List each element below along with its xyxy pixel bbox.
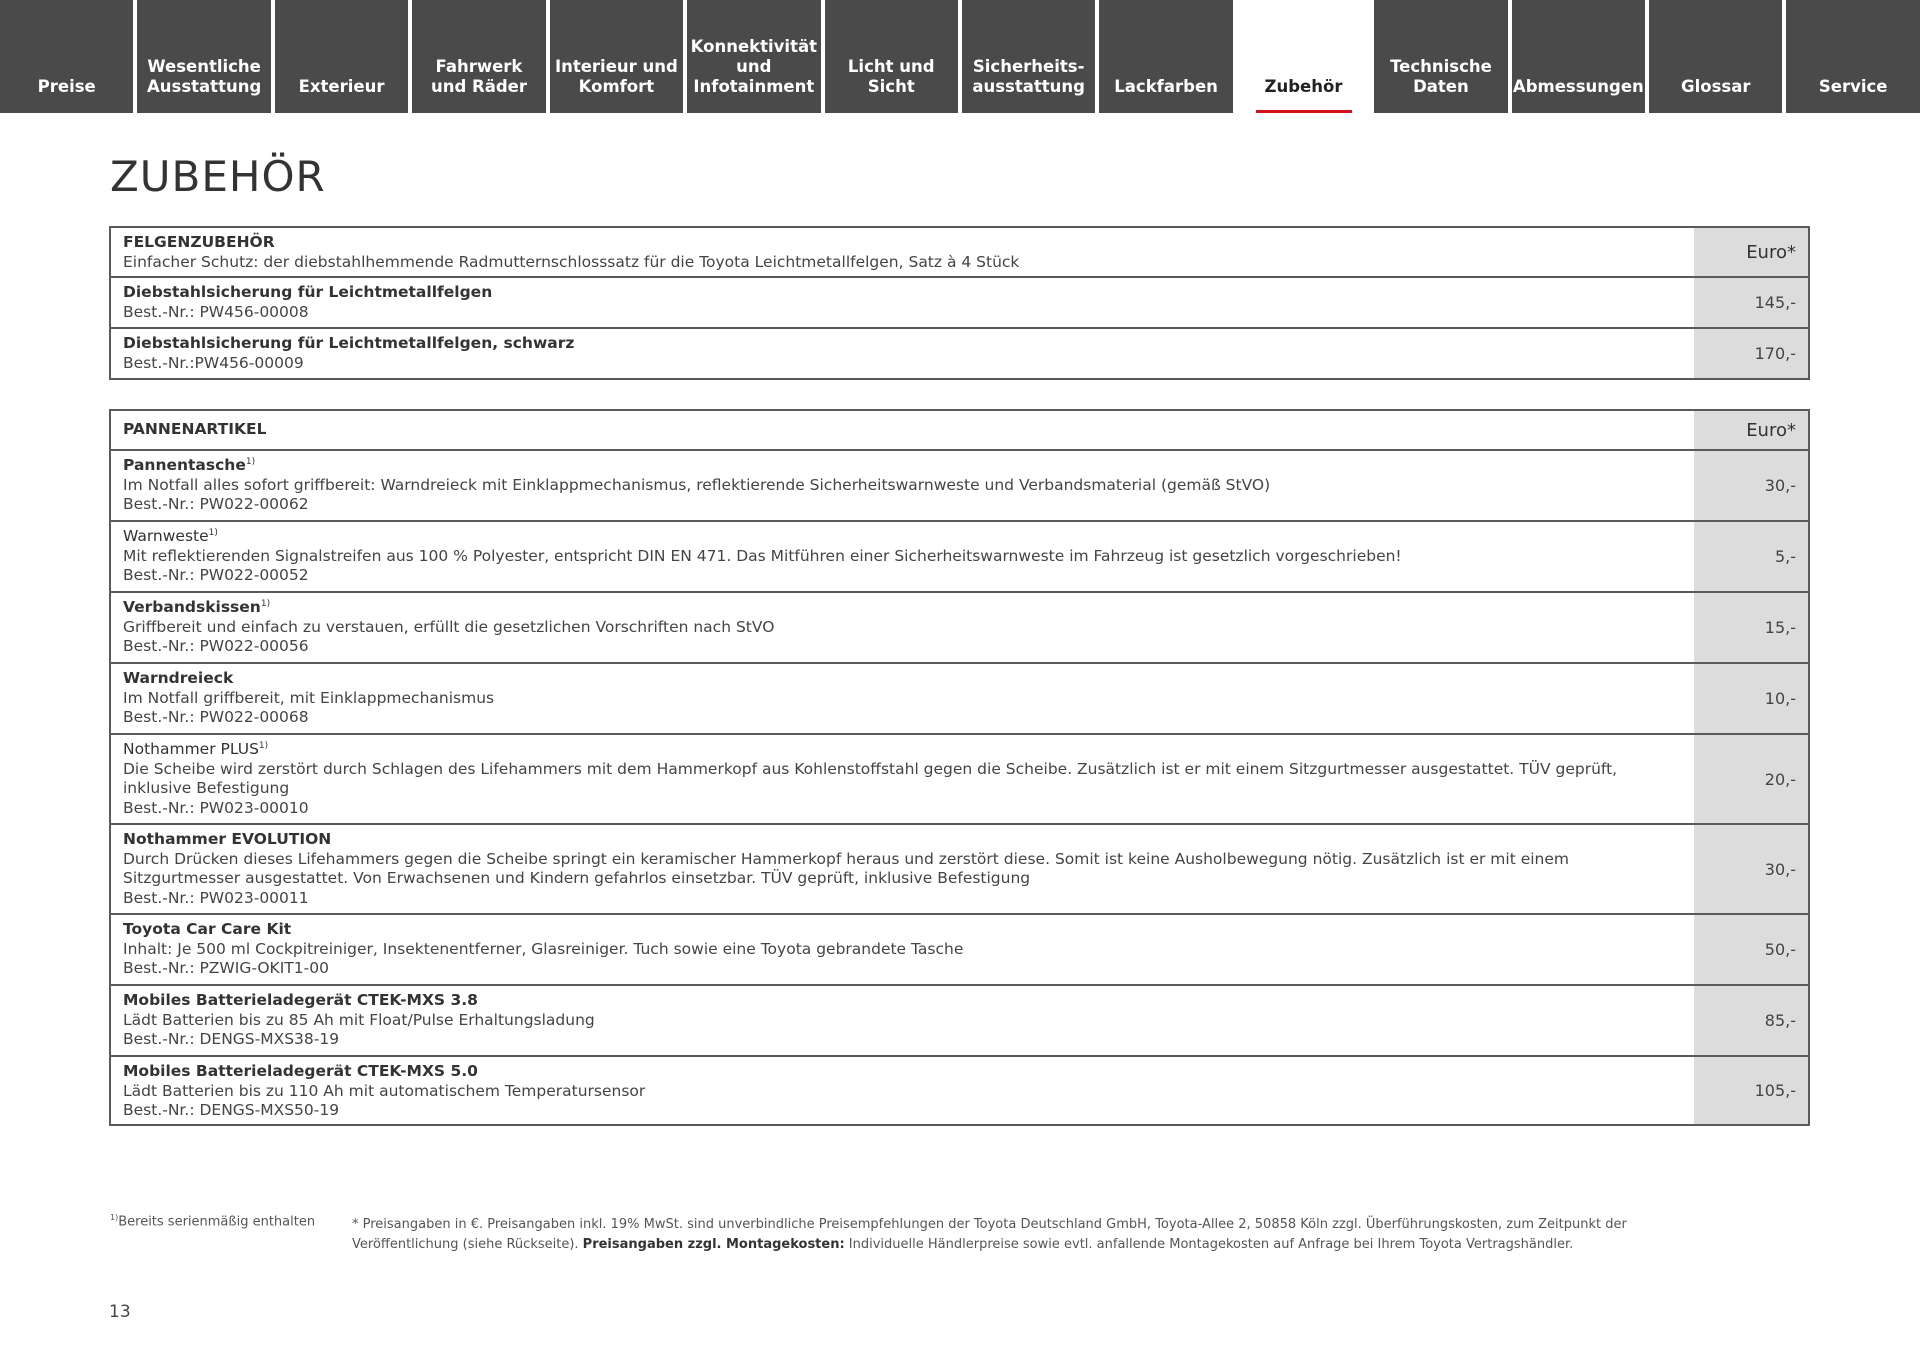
table-row [111, 327, 1808, 378]
item-order-number: Best.-Nr.: DENGS-MXS50-19 [123, 1101, 340, 1119]
footnote-ref: 1) [208, 527, 218, 538]
item-name: Nothammer PLUS [123, 740, 259, 758]
table-header-row [111, 411, 1808, 449]
item-price: 30,- [1694, 825, 1808, 913]
category-title: PANNENARTIKEL [123, 420, 267, 439]
tab-abmessungen[interactable]: Abmessungen [1512, 0, 1645, 113]
tab-service[interactable]: Service [1786, 0, 1919, 113]
table-header-row [111, 228, 1808, 276]
item-description: Lädt Batterien bis zu 110 Ah mit automatischem Temperatursensor [123, 1081, 646, 1100]
tab-konnektivitaet[interactable]: Konnektivität und Infotainment [687, 0, 820, 113]
tab-glossar[interactable]: Glossar [1649, 0, 1782, 113]
item-order-number: Best.-Nr.: PW022-00062 [123, 495, 309, 513]
tab-sicherheitsausstattung[interactable]: Sicherheits- ausstattung [962, 0, 1095, 113]
item-order-number: Best.-Nr.: PW023-00011 [123, 888, 309, 907]
item-price: 145,- [1694, 278, 1808, 327]
item-description: Durch Drücken dieses Lifehammers gegen die Scheibe springt ein keramischer Hammerkopf heraus und zerstört diese. Somit ist keine Ausholbewegung nötig. Zusätzlich ist er mit einem Sitzgurtmesser ausgestattet. Von Erwachsenen und Kindern gefahrlos einsetzbar. TÜV geprüft, inklusive Befestigung [123, 849, 1569, 887]
item-price: 5,- [1694, 522, 1808, 591]
item-description: Im Notfall griffbereit, mit Einklappmechanismus [123, 688, 495, 707]
item-price: 85,- [1694, 986, 1808, 1055]
tab-exterieur[interactable]: Exterieur [275, 0, 408, 113]
price-note [352, 1215, 1652, 1255]
tab-zubehoer[interactable]: Zubehör [1237, 0, 1370, 113]
footnote [110, 1213, 315, 1229]
item-description: Inhalt: Je 500 ml Cockpitreiniger, Insektenentferner, Glasreiniger. Tuch sowie eine Toyota gebrandete Tasche [123, 939, 964, 958]
tab-technische-daten[interactable]: Technische Daten [1374, 0, 1507, 113]
price-header: Euro* [1694, 228, 1808, 276]
item-price: 105,- [1694, 1057, 1808, 1124]
table-row [111, 823, 1808, 913]
item-description: Mit reflektierenden Signalstreifen aus 100 % Polyester, entspricht DIN EN 471. Das Mitführen einer Sicherheitswarnweste im Fahrzeug ist gesetzlich vorgeschrieben! [123, 546, 1402, 565]
footnote-ref: 1) [260, 598, 271, 609]
table-row [111, 984, 1808, 1055]
item-name: Diebstahlsicherung für Leichtmetallfelgen [123, 283, 493, 301]
item-order-number: Best.-Nr.: DENGS-MXS38-19 [123, 1030, 340, 1048]
item-name: Verbandskissen [123, 598, 261, 616]
item-name: Mobiles Batterieladegerät CTEK-MXS 5.0 [123, 1062, 478, 1080]
top-navigation [0, 0, 1920, 113]
price-note-text-2: Individuelle Händlerpreise sowie evtl. anfallende Montagekosten auf Anfrage bei Ihrem Toyota Vertragshändler. [844, 1237, 1574, 1252]
item-name: Pannentasche [123, 456, 246, 474]
item-name: Nothammer EVOLUTION [123, 830, 332, 848]
table-row [111, 733, 1808, 823]
item-description: Griffbereit und einfach zu verstauen, erfüllt die gesetzlichen Vorschriften nach StVO [123, 617, 775, 636]
item-order-number: Best.-Nr.: PZWIG-OKIT1-00 [123, 959, 329, 977]
tab-fahrwerk[interactable]: Fahrwerk und Räder [412, 0, 545, 113]
tab-interieur[interactable]: Interieur und Komfort [550, 0, 683, 113]
footnote-ref: 1) [258, 740, 269, 751]
item-order-number: Best.-Nr.: PW022-00068 [123, 708, 309, 726]
item-name: Toyota Car Care Kit [123, 920, 292, 938]
item-name: Warnweste [123, 527, 209, 545]
item-order-number: Best.-Nr.: PW022-00052 [123, 566, 309, 584]
item-price: 15,- [1694, 593, 1808, 662]
item-price: 30,- [1694, 451, 1808, 520]
table-row [111, 449, 1808, 520]
table-row [111, 662, 1808, 733]
price-header: Euro* [1694, 411, 1808, 449]
felgen-table [109, 226, 1810, 380]
tab-licht-und-sicht[interactable]: Licht und Sicht [825, 0, 958, 113]
price-note-bold: Preisangaben zzgl. Montagekosten: [582, 1237, 845, 1252]
table-row [111, 591, 1808, 662]
item-description: Lädt Batterien bis zu 85 Ah mit Float/Pulse Erhaltungsladung [123, 1010, 595, 1029]
table-row [111, 1055, 1808, 1124]
category-title: FELGENZUBEHÖR [123, 233, 275, 251]
item-name: Mobiles Batterieladegerät CTEK-MXS 3.8 [123, 991, 478, 1009]
item-description: Die Scheibe wird zerstört durch Schlagen des Lifehammers mit dem Hammerkopf aus Kohlenstoffstahl gegen die Scheibe. Zusätzlich ist er mit einem Sitzgurtmesser ausgestattet. TÜV geprüft, inklusive Befestigung [123, 759, 1618, 797]
item-name: Warndreieck [123, 669, 234, 687]
pannen-table [109, 409, 1810, 1126]
item-price: 170,- [1694, 329, 1808, 378]
item-order-number: Best.-Nr.:PW456-00009 [123, 353, 304, 372]
item-order-number: Best.-Nr.: PW022-00056 [123, 637, 309, 655]
footnote-ref: 1) [245, 456, 256, 467]
tab-wesentliche-ausstattung[interactable]: Wesentliche Ausstattung [137, 0, 270, 113]
item-order-number: Best.-Nr.: PW456-00008 [123, 302, 309, 321]
item-price: 20,- [1694, 735, 1808, 823]
footnote-text: Bereits serienmäßig enthalten [118, 1214, 316, 1230]
footnote-marker: 1) [110, 1213, 119, 1222]
page-title: ZUBEHÖR [110, 152, 326, 201]
item-price: 50,- [1694, 915, 1808, 984]
item-name: Diebstahlsicherung für Leichtmetallfelgen, schwarz [123, 334, 575, 352]
item-order-number: Best.-Nr.: PW023-00010 [123, 798, 309, 817]
table-row [111, 276, 1808, 327]
tab-lackfarben[interactable]: Lackfarben [1099, 0, 1232, 113]
page-number: 13 [109, 1302, 131, 1322]
item-description: Im Notfall alles sofort griffbereit: Warndreieck mit Einklappmechanismus, reflektierende Sicherheitswarnweste und Verbandsmaterial (gemäß StVO) [123, 475, 1271, 494]
table-row [111, 913, 1808, 984]
price-note-text: * Preisangaben in €. Preisangaben inkl. 19% MwSt. sind unverbindliche Preisempfehlungen der Toyota Deutschland GmbH, Toyota-Allee 2, 50858 Köln zzgl. Überführungskosten, zum Zeitpunkt der Veröffentlichung (siehe Rückseite). [352, 1217, 1627, 1252]
table-row [111, 520, 1808, 591]
tab-preise[interactable]: Preise [0, 0, 133, 113]
category-intro: Einfacher Schutz: der diebstahlhemmende Radmutternschlosssatz für die Toyota Leichtmetallfelgen, Satz à 4 Stück [123, 252, 1020, 271]
item-price: 10,- [1694, 664, 1808, 733]
